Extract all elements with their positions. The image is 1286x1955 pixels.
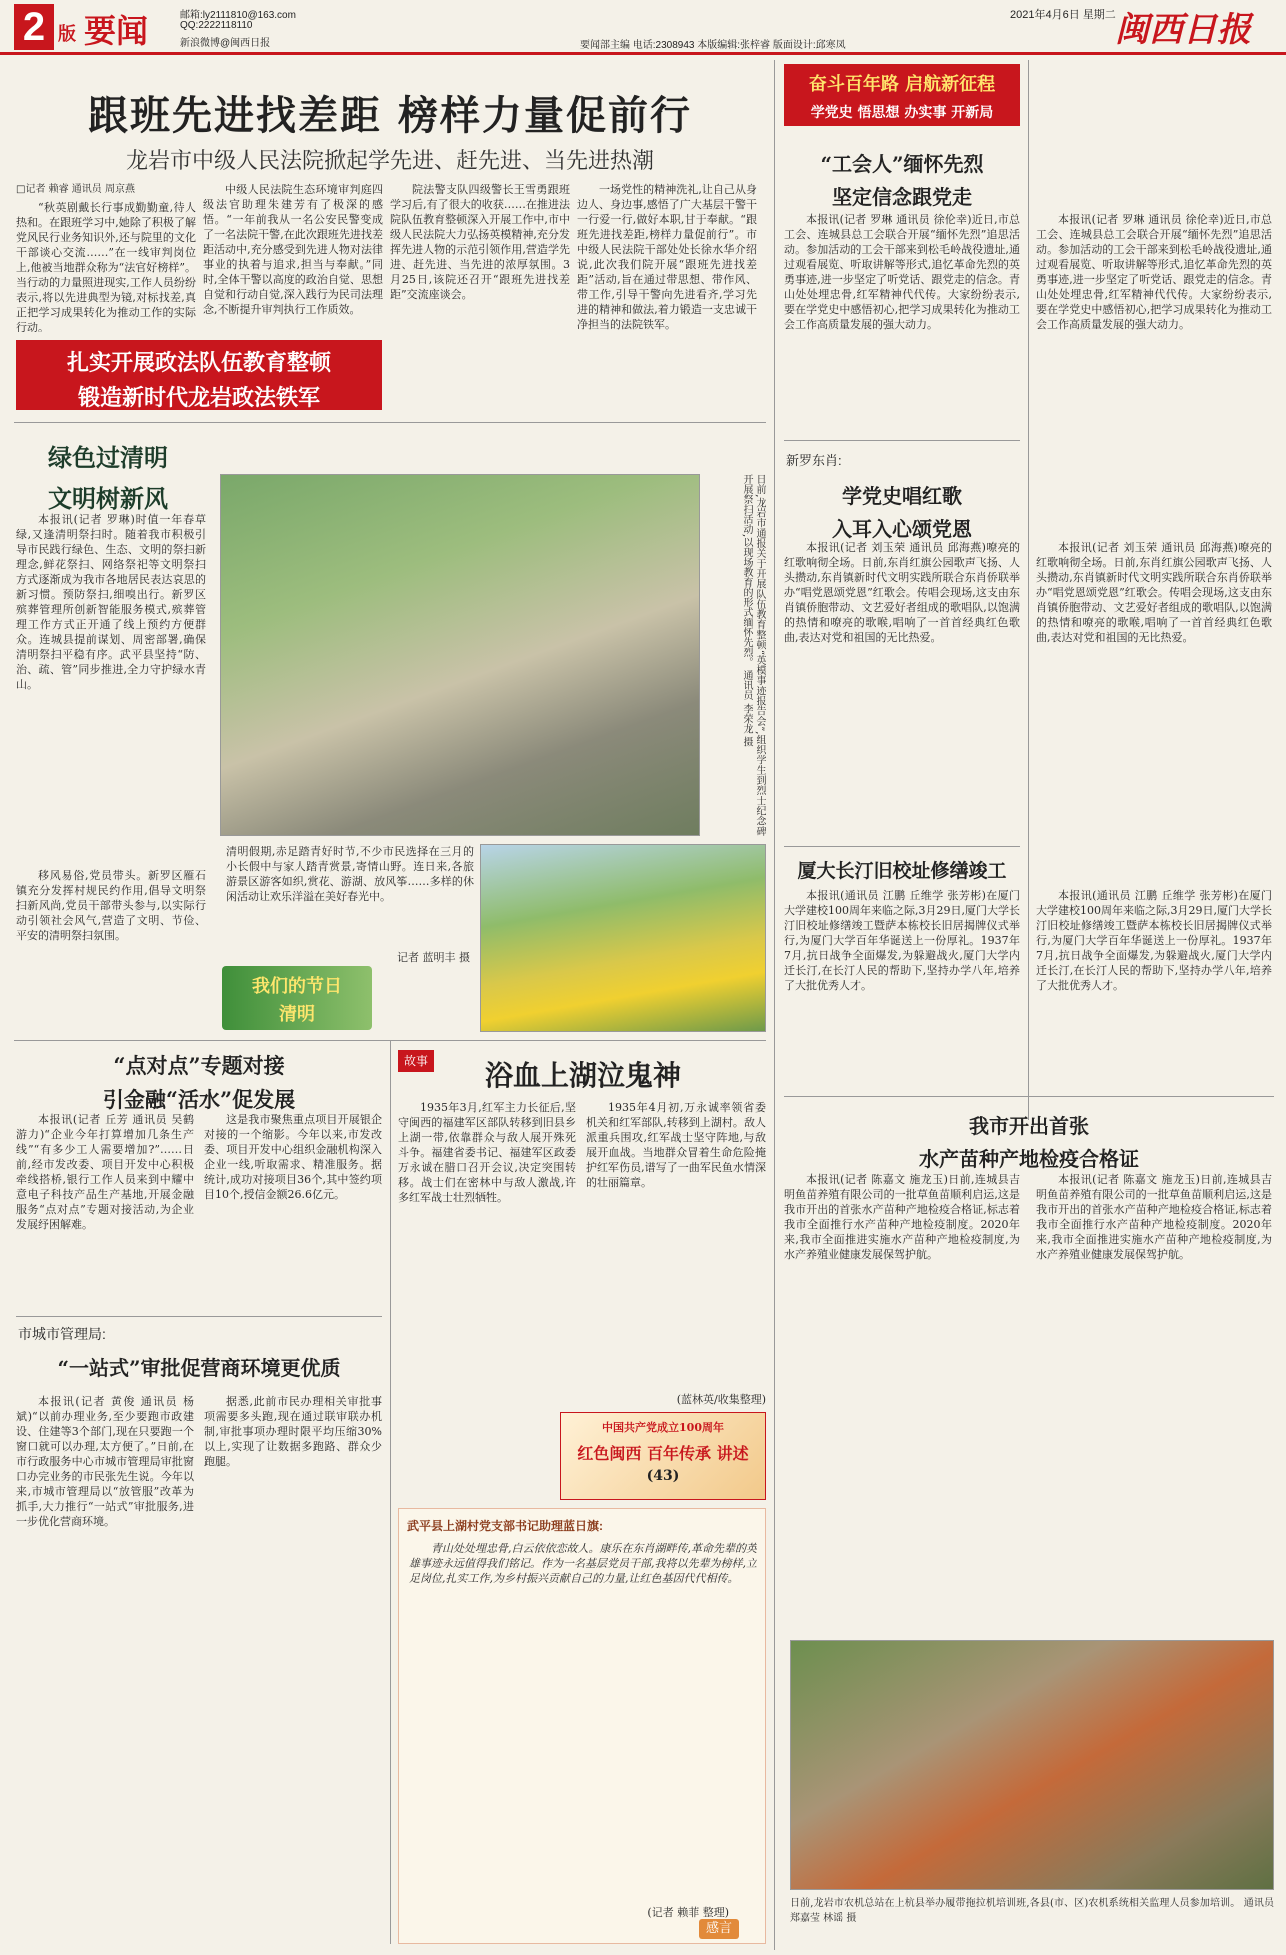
p2p-headline-line2: 引金融“活水”促发展 [102, 1087, 296, 1112]
lead-subhead: 龙岩市中级人民法院掀起学先进、赶先进、当先进热潮 [125, 149, 654, 174]
story4-headline [784, 1110, 1274, 1172]
lead-column-1 [16, 200, 196, 332]
series-title-2: 红色闽西 百年传承 讲述 [577, 1444, 749, 1463]
story4-body-left [784, 1172, 1020, 1632]
memorial-caption: 日前,龙岩市通报关于开展队伍教育整顿“英模事迹报告会”,组织学生到烈士纪念碑开展祭扫活动,以现场教育的形式缅怀先烈。 通讯员 李荣龙 摄 [741, 474, 765, 836]
right-col-divider [774, 60, 775, 1950]
lead-col2-text: 中级人民法院生态环境审判庭四级法官助理朱建芳有了极深的感悟。“一年前我从一名公安民警变成了一名法院干警,在此次跟班先进找差距活动中,充分感受到先进人物对法律事业的执着与追求,担当与奉献。”同时,全体干警以高度的政治自觉、思想自觉和行动自觉,深入践行为民司法理念,不断提升审判执行工作质效。 [203, 183, 383, 316]
series-title-1: 中国共产党成立100周年 [602, 1421, 724, 1434]
essay-credit: (记者 赖菲 整理) [647, 1906, 729, 1919]
park-caption: 清明假期,赤足踏青好时节,不少市民选择在三月的小长假中与家人踏青赏景,寄情山野。连日来,各旅游景区游客如织,赏花、游湖、放风筝……多样的休闲活动让欢乐洋溢在美好春光中。 [226, 845, 474, 903]
admin-body-1 [16, 1394, 194, 1944]
series-number: (43) [646, 1468, 680, 1484]
story4-rule [784, 1096, 1274, 1097]
editor-line: 要闻部主编 电话:2308943 本版编辑:张梓睿 版面设计:邱寒凤 [580, 40, 846, 51]
story4-text-continued: 本报讯(记者 陈嘉文 施龙玉)日前,连城县吉明鱼苗养殖有限公司的一批草鱼苗顺利启运,这是我市开出的首张水产苗种产地检疫合格证,标志着我市全面推行水产苗种产地检疫制度。2020年来,我市全面推进实施水产苗种产地检疫制度,为水产养殖业健康发展保驾护航。 [1036, 1173, 1272, 1261]
mid-rule [14, 422, 766, 423]
story4-body-right [1036, 1172, 1272, 1632]
story2-headline [784, 480, 1020, 542]
far-right-divider [1028, 60, 1029, 1120]
section-title: 要闻 [84, 13, 149, 49]
story1-headline [784, 148, 1020, 210]
admin-text-2: 据悉,此前市民办理相关审批事项需要多头跑,现在通过联审联办机制,审批事项办理时限平均压缩30%以上,实现了让数据多跑路、群众少跑腿。 [204, 1395, 382, 1468]
feature-body-1 [398, 1100, 576, 1390]
far-right-body-1 [1036, 212, 1272, 432]
paper-name: 闽西日报 [1115, 10, 1251, 50]
lead-column-3 [390, 182, 570, 414]
essay-box [398, 1508, 766, 1944]
essay-title: 武平县上湖村党支部书记助理蓝日旗: [407, 1519, 603, 1533]
admin-headline: “一站式”审批促营商环境更优质 [57, 1356, 341, 1380]
p2p-body-2 [204, 1112, 382, 1312]
lead-banner [16, 340, 382, 410]
park-credit: 记者 蓝明丰 摄 [397, 951, 470, 964]
story3-body [784, 888, 1020, 1088]
p2p-text: 本报讯(记者 丘芳 通讯员 吴鹤 游力)“企业今年打算增加几条生产线”“有多少工人需要增加?”……日前,经市发改委、项目开发中心积极牵线搭桥,银行工作人员来到中耀中意电子科技产品生产基地,开展金融服务“点对点”专题对接活动,为企业发展纾困解难。 [16, 1113, 194, 1231]
qingming-body-2 [16, 868, 206, 1018]
banner-line-1: 扎实开展政法队伍教育整顿 [66, 350, 331, 376]
campaign-banner [784, 64, 1020, 126]
feature-credit: (蓝林英/收集整理) [676, 1393, 766, 1406]
p2p-body-1 [16, 1112, 194, 1312]
qingming-body [16, 512, 206, 862]
lead-headline: 跟班先进找差距 榜样力量促前行 [88, 92, 692, 139]
story3-continued: 本报讯(通讯员 江鹏 丘维学 张芳彬)在厦门大学建校100周年来临之际,3月29日,厦门大学长汀旧校址修缮竣工暨萨本栋校长旧居揭牌仪式举行,为厦门大学百年华诞送上一份厚礼。1937年7月,抗日战争全面爆发,为躲避战火,厦门大学内迁长汀,在长汀人民的帮助下,坚持办学八年,培养了大批优秀人才。 [1036, 889, 1272, 992]
lead-column-2 [203, 182, 383, 332]
story1-headline-line1: “工会人”缅怀先烈 [820, 152, 984, 176]
feature-divider [390, 1040, 391, 1944]
feature-body-2 [586, 1100, 766, 1390]
p2p-rule [16, 1316, 382, 1317]
festival-tag-line1: 我们的节日 [252, 976, 342, 997]
story1-text: 本报讯(记者 罗琳 通讯员 徐伦幸)近日,市总工会、连城县总工会联合开展“缅怀先烈”追思活动。参加活动的工会干部来到松毛岭战役遗址,通过观看展览、听取讲解等形式,追忆革命先烈的英勇事迹,进一步坚定了听党话、跟党走的信念。青山处处埋忠骨,红军精神代代传。大家纷纷表示,要在学党史中感悟初心,把学习成果转化为推动工会工作高质量发展的强大动力。 [784, 213, 1020, 331]
p2p-text-2: 这是我市聚焦重点项目开展银企对接的一个缩影。今年以来,市发改委、项目开发中心组织金融机构深入企业一线,听取需求、精准服务。据统计,成功对接项目36个,其中签约项目10个,授信金额26.6亿元。 [204, 1113, 382, 1201]
story-tag: 故事 [398, 1050, 434, 1072]
contact-qq: QQ:2222118110 [180, 20, 253, 31]
park-photo [480, 844, 766, 1032]
lead-col3-text: 院法警支队四级警长王雪勇跟班学习后,有了很大的收获……在推进法院队伍教育整顿深入开展工作中,市中级人民法院大力弘扬英模精神,充分发挥先进人物的示范引领作用,营造学先进、赶先进、当先进的浓厚氛围。3月25日,该院还召开“跟班先进找差距”交流座谈会。 [390, 183, 570, 301]
story2-headline-line1: 学党史唱红歌 [842, 484, 962, 508]
admin-kicker: 市城市管理局: [18, 1326, 106, 1342]
banner-line-2: 锻造新时代龙岩政法铁军 [77, 385, 320, 411]
lead-column-4 [577, 182, 757, 414]
story1-headline-line2: 坚定信念跟党走 [832, 185, 972, 209]
p2p-headline [16, 1050, 382, 1114]
contact-weibo: 新浪微博@闽西日报 [180, 38, 271, 49]
feature-headline: 浴血上湖泣鬼神 [484, 1059, 681, 1092]
lead-byline: □记者 赖睿 通讯员 周京燕 [16, 184, 135, 195]
story2-headline-line2: 入耳入心颂党恩 [832, 517, 972, 541]
essay-text: 青山处处埋忠骨,白云依依恋故人。康乐在东肖湖畔传,革命先辈的英雄事迹永远值得我们铭记。作为一名基层党员干部,我将以先辈为榜样,立足岗位,扎实工作,为乡村振兴贡献自己的力量,让红色基因代代相传。 [409, 1542, 757, 1585]
story4-headline-line2: 水产苗种产地检疫合格证 [919, 1147, 1139, 1171]
story2-rule [784, 846, 1020, 847]
qingming-headline [16, 438, 200, 514]
essay-tag: 感言 [699, 1919, 739, 1939]
story2-text: 本报讯(记者 刘玉荣 通讯员 邱海燕)嘹亮的红歌响彻全场。日前,东肖红旗公园歌声飞扬、人头攒动,东肖镇新时代文明实践所联合东肖侨联举办“唱党恩颂党恩”红歌会。传唱会现场,这支由东肖镇侨胞带动、文艺爱好者组成的歌唱队,以饱满的热情和嘹亮的歌喉,唱响了一首首经典红色歌曲,表达对党和祖国的无比热爱。 [784, 541, 1020, 644]
admin-body-2 [204, 1394, 382, 1944]
story1-rule [784, 440, 1020, 441]
lead-col1-text: “秋英剧戴长行事成勤勤童,待人热和。在跟班学习中,她除了积极了解党风民行业务知识外,还与院里的文化干部谈心交流……”在一线审判岗位上,他被当地群众称为“法官好榜样”。当行动的力量照进现实,工作人员纷纷表示,将以先进典型为镜,对标找差,真正把学习成果转化为推动工作的实际行动。 [16, 201, 196, 332]
memorial-photo [220, 474, 700, 836]
lead-col4-text: 一场党性的精神洗礼,让自己从身边人、身边事,感悟了广大基层干警干一行爱一行,做好本职,甘于奉献。“跟班先进找差距,榜样力量促前行”。市中级人民法院干部处处长徐水华介绍说,此次我们院开展“跟班先进找差距”活动,旨在通过带思想、带作风、带工作,引导干警向先进看齐,学习先进的精神和做法,着力锻造一支忠诚干净担当的法院铁军。 [577, 183, 757, 331]
page-number: 2 [14, 4, 54, 50]
story4-headline-line1: 我市开出首张 [969, 1114, 1089, 1138]
far-right-body-3 [1036, 888, 1272, 1088]
story3-headline: 厦大长汀旧校址修缮竣工 [797, 860, 1007, 882]
story4-text: 本报讯(记者 陈嘉文 施龙玉)日前,连城县吉明鱼苗养殖有限公司的一批草鱼苗顺利启运,这是我市开出的首张水产苗种产地检疫合格证,标志着我市全面推行水产苗种产地检疫制度。2020年来,我市全面推进实施水产苗种产地检疫制度,为水产养殖业健康发展保驾护航。 [784, 1173, 1020, 1261]
p2p-headline-line1: “点对点”专题对接 [113, 1053, 285, 1078]
story1-continued: 本报讯(记者 罗琳 通讯员 徐伦幸)近日,市总工会、连城县总工会联合开展“缅怀先烈”追思活动。参加活动的工会干部来到松毛岭战役遗址,通过观看展览、听取讲解等形式,追忆革命先烈的英勇事迹,进一步坚定了听党话、跟党走的信念。青山处处埋忠骨,红军精神代代传。大家纷纷表示,要在学党史中感悟初心,把学习成果转化为推动工会工作高质量发展的强大动力。 [1036, 213, 1272, 331]
masthead-rule [0, 52, 1286, 55]
tractor-caption: 日前,龙岩市农机总站在上杭县举办履带拖拉机培训班,各县(市、区)农机系统相关监理人员参加培训。 通讯员 郑嘉莹 林谣 摄 [790, 1898, 1274, 1924]
story2-continued: 本报讯(记者 刘玉荣 通讯员 邱海燕)嘹亮的红歌响彻全场。日前,东肖红旗公园歌声飞扬、人头攒动,东肖镇新时代文明实践所联合东肖侨联举办“唱党恩颂党恩”红歌会。传唱会现场,这支由东肖镇侨胞带动、文艺爱好者组成的歌唱队,以饱满的热情和嘹亮的歌喉,唱响了一首首经典红色歌曲,表达对党和祖国的无比热爱。 [1036, 541, 1272, 644]
issue-date: 2021年4月6日 星期二 [1010, 9, 1116, 21]
contact-email: 邮箱:ly2111810@163.com [180, 10, 296, 21]
festival-tag [222, 966, 372, 1030]
qingming-text-2: 移风易俗,党员带头。新罗区雁石镇充分发挥村规民约作用,倡导文明祭扫新风尚,党员干部带头参与,以实际行动引领社会风气,营造了文明、节俭、平安的清明祭扫氛围。 [16, 869, 206, 942]
far-right-body-2 [1036, 540, 1272, 840]
series-box [560, 1412, 766, 1500]
story2-body [784, 540, 1020, 840]
feature-text: 1935年3月,红军主力长征后,坚守闽西的福建军区部队转移到旧县乡上湖一带,依靠群众与敌人展开殊死斗争。福建省委书记、福建军区政委万永诚在腊口召开会议,决定突围转移。战士们在密林中与敌人激战,许多红军战士壮烈牺牲。 [398, 1101, 576, 1204]
story3-text: 本报讯(通讯员 江鹏 丘维学 张芳彬)在厦门大学建校100周年来临之际,3月29日,厦门大学长汀旧校址修缮竣工暨萨本栋校长旧居揭牌仪式举行,为厦门大学百年华诞送上一份厚礼。1937年7月,抗日战争全面爆发,为躲避战火,厦门大学内迁长汀,在长汀人民的帮助下,坚持办学八年,培养了大批优秀人才。 [784, 889, 1020, 992]
story1-body [784, 212, 1020, 432]
campaign-title: 奋斗百年路 启航新征程 [808, 74, 996, 95]
feature-text-2: 1935年4月初,万永诚率领省委机关和红军部队,转移到上湖村。敌人派重兵围攻,红军战士坚守阵地,与敌展开血战。当地群众冒着生命危险掩护红军伤员,谱写了一曲军民鱼水情深的壮丽篇章。 [586, 1101, 766, 1189]
essay-body [409, 1541, 757, 1893]
festival-tag-line2: 清明 [279, 1004, 315, 1025]
campaign-slogan: 学党史 悟思想 办实事 开新局 [810, 105, 994, 121]
qingming-headline-line2: 文明树新风 [48, 484, 168, 513]
admin-text: 本报讯(记者 黄俊 通讯员 杨斌)“以前办理业务,至少要跑市政建设、住建等3个部门,现在只要跑一个窗口就可以办理,太方便了。”日前,在市行政服务中心市城市管理局审批窗口办完业务的市民张先生说。今年以来,市城市管理局以“放管服”改革为抓手,大力推行“一站式”审批服务,进一步优化营商环境。 [16, 1395, 194, 1528]
qingming-text: 本报讯(记者 罗琳)时值一年春草绿,又逢清明祭扫时。随着我市积极引导市民践行绿色、生态、文明的祭扫新理念,鲜花祭扫、网络祭祀等文明祭扫方式逐渐成为我市各地居民表达哀思的新习惯。预防祭扫,细嗅出行。新罗区殡葬管理所创新智能服务模式,殡葬管理工作方式正开通了线上预约方便群众。连城县提前谋划、周密部署,确保清明祭扫平稳有序。武平县坚持“防、治、疏、管”同步推进,全力守护绿水青山。 [16, 513, 206, 691]
tractor-photo [790, 1640, 1274, 1890]
qingming-headline-line1: 绿色过清明 [48, 443, 168, 472]
story2-kicker: 新罗东肖: [786, 453, 842, 468]
masthead [0, 0, 1286, 60]
page-label: 版 [58, 24, 76, 44]
